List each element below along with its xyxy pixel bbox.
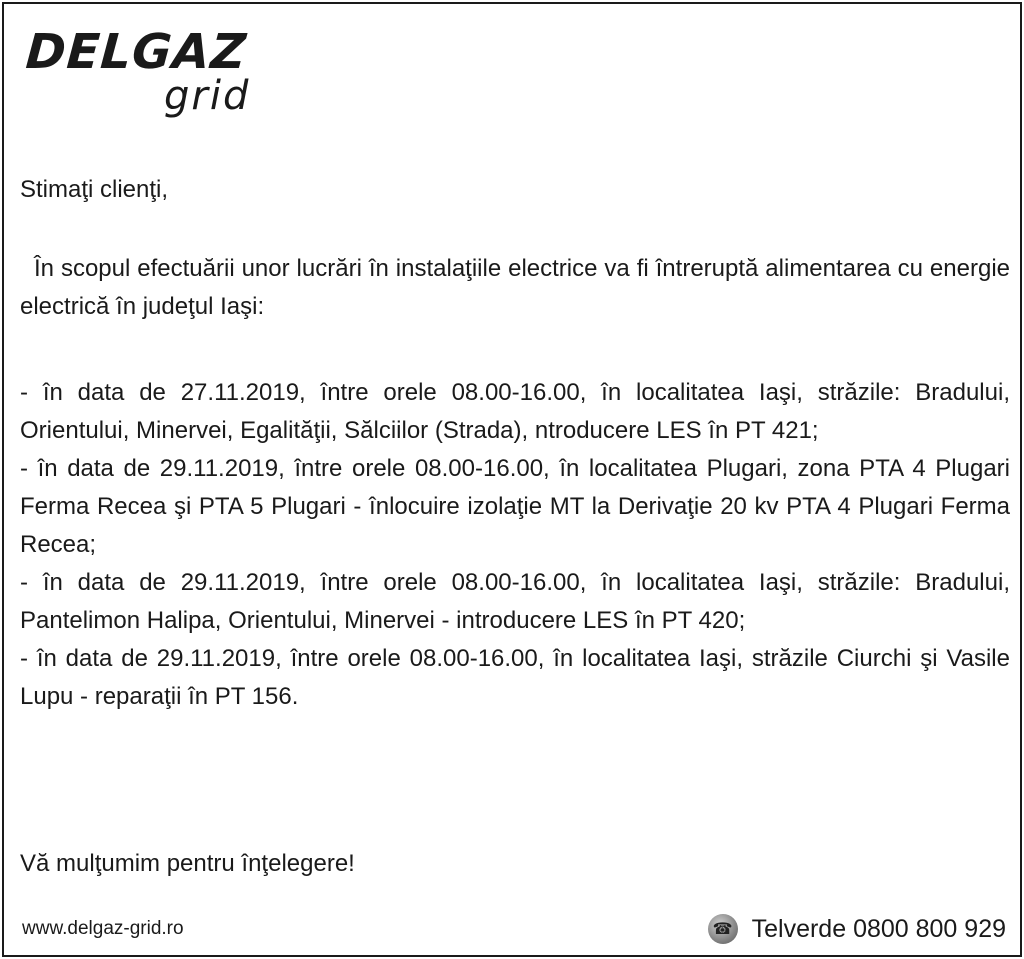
outage-item: - în data de 29.11.2019, între orele 08.00-16.00, în localitatea Iaşi, străzile Ciurchi şi Vasile Lupu - reparaţii în PT 156. — [20, 645, 1010, 710]
outage-list — [20, 374, 1010, 716]
delgaz-grid-logo — [26, 26, 266, 126]
outage-item: - în data de 29.11.2019, între orele 08.00-16.00, în localitatea Iaşi, străzile: Bradului, Pantelimon Halipa, Orientului, Minervei - introducere LES în PT 420; — [20, 569, 1010, 634]
greeting: Stimaţi clienţi, — [20, 176, 169, 203]
phone-number: Telverde 0800 800 929 — [751, 915, 1006, 943]
outage-item: - în data de 27.11.2019, între orele 08.00-16.00, în localitatea Iaşi, străzile: Bradului, Orientului, Minervei, Egalităţii, Sălciilor (Strada), ntroducere LES în PT 421; — [20, 379, 1010, 444]
outage-item: - în data de 29.11.2019, între orele 08.00-16.00, în localitatea Plugari, zona PTA 4 Plugari Ferma Recea şi PTA 5 Plugari - înlocuire izolaţie MT la Derivaţie 20 kv PTA 4 Plugari Ferma Recea; — [20, 455, 1010, 558]
notice-frame — [2, 2, 1022, 957]
intro-paragraph: În scopul efectuării unor lucrări în instalaţiile electrice va fi întreruptă alimentarea cu energie electrică în judeţul Iaşi: — [20, 255, 1010, 320]
telephone-icon: ☎ — [708, 914, 738, 944]
logo-sub: grid — [164, 73, 251, 119]
logo-brand: DELGAZ — [24, 24, 249, 80]
phone-contact — [708, 912, 1006, 946]
thanks-line: Vă mulţumim pentru înţelegere! — [20, 850, 355, 877]
website-url[interactable]: www.delgaz-grid.ro — [22, 918, 184, 939]
